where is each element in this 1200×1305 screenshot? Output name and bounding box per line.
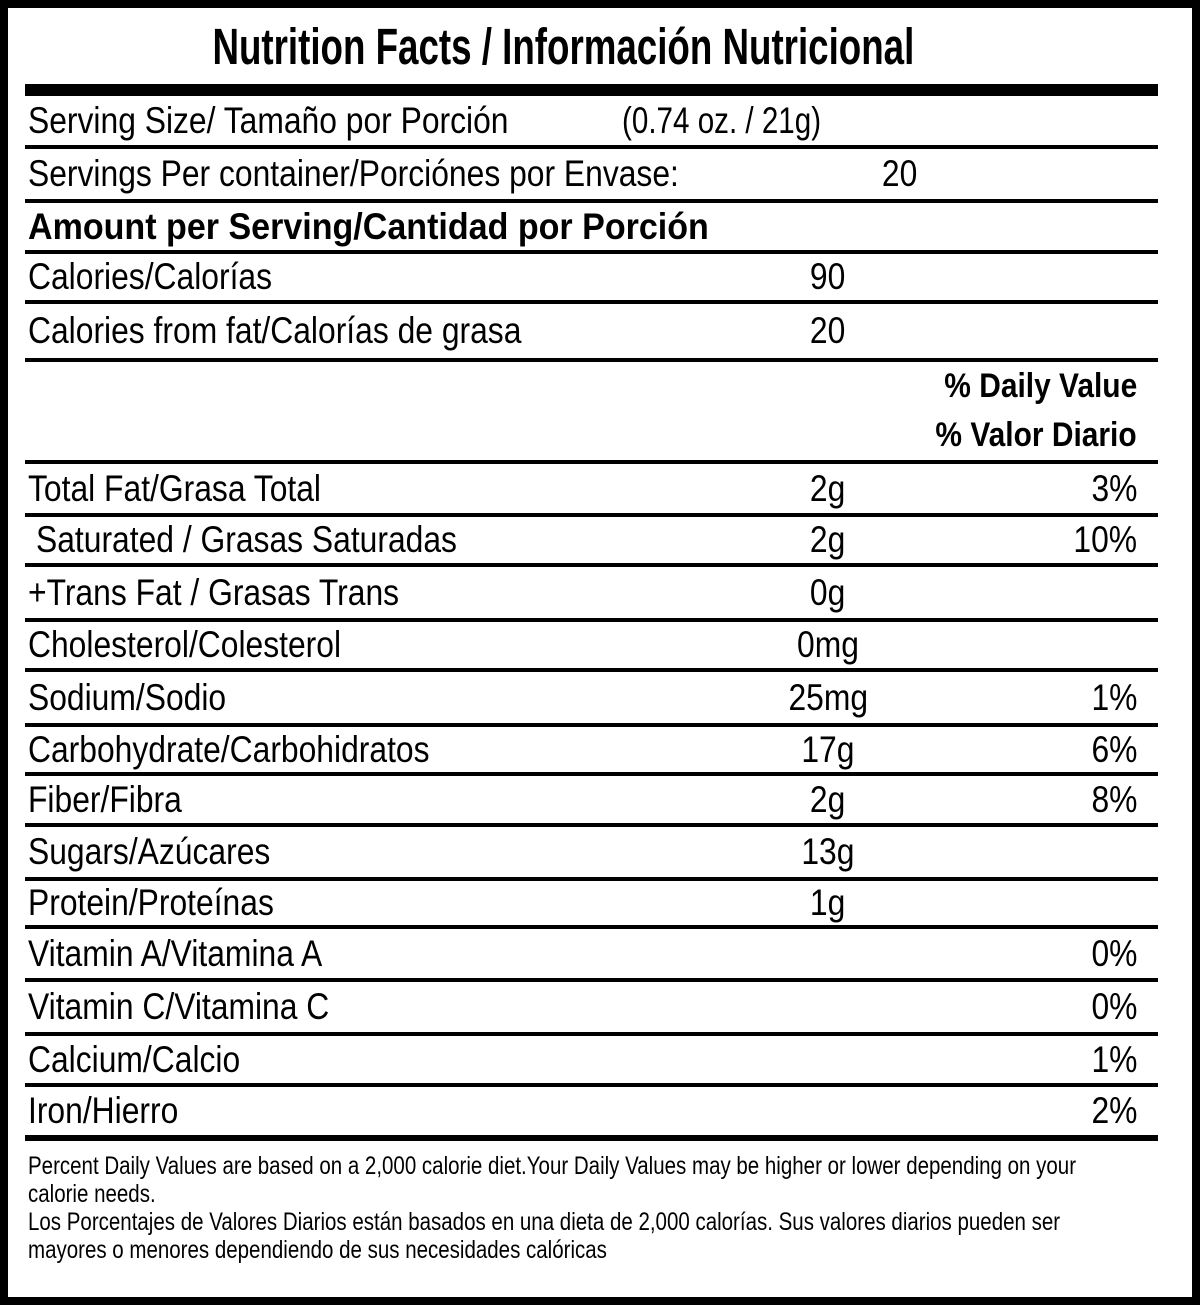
servings-per-container-label: Servings Per container/Porciónes por Envase: xyxy=(28,153,679,194)
nutrient-row-vitamin-a xyxy=(25,929,1158,982)
amount-per-serving-header-label: Amount per Serving/Cantidad por Porción xyxy=(28,205,709,247)
nutrient-row-vitamin-c xyxy=(25,982,1158,1036)
nutrient-label: +Trans Fat / Grasas Trans xyxy=(28,571,400,613)
nutrient-row-cholesterol xyxy=(25,622,1158,672)
nutrient-daily-value: 8% xyxy=(1091,778,1137,820)
nutrient-amount: 2g xyxy=(810,778,846,820)
nutrient-row-saturated-fat xyxy=(25,517,1158,567)
nutrient-daily-value xyxy=(978,831,1158,873)
nutrient-daily-value xyxy=(978,572,1158,614)
nutrient-amount: 1g xyxy=(810,882,846,923)
nutrient-row-sodium xyxy=(25,672,1158,727)
nutrient-amount xyxy=(678,986,978,1028)
nutrient-daily-value xyxy=(978,624,1158,666)
nutrient-daily-value: 0% xyxy=(1091,986,1137,1027)
nutrient-amount: 17g xyxy=(801,728,855,770)
nutrient-row-total-fat xyxy=(25,464,1158,517)
nutrition-table xyxy=(25,96,1158,1141)
nutrient-label: Protein/Proteínas xyxy=(28,882,274,923)
title-separator-bar xyxy=(25,84,1158,96)
nutrient-daily-value: 3% xyxy=(1091,467,1137,509)
daily-value-header-en: % Daily Value xyxy=(944,367,1137,405)
nutrient-row-protein xyxy=(25,881,1158,929)
nutrient-label: Total Fat/Grasa Total xyxy=(28,467,322,509)
nutrient-row-carbohydrate xyxy=(25,727,1158,776)
serving-size-value: (0.74 oz. / 21g) xyxy=(622,99,822,141)
nutrient-label: Fiber/Fibra xyxy=(28,778,182,820)
nutrient-daily-value: 2% xyxy=(1091,1090,1137,1131)
label-title-text: Nutrition Facts / Información Nutricional xyxy=(212,17,915,75)
servings-per-container-value: 20 xyxy=(882,153,918,194)
nutrient-row-calcium xyxy=(25,1036,1158,1087)
nutrient-daily-value: 10% xyxy=(1073,519,1137,560)
nutrient-amount: 0g xyxy=(810,571,846,613)
nutrient-daily-value xyxy=(978,882,1158,924)
nutrient-daily-value: 6% xyxy=(1091,728,1137,770)
nutrient-amount: 13g xyxy=(801,831,855,872)
calories-from-fat-dv-spacer xyxy=(978,310,1158,352)
nutrient-amount xyxy=(678,1039,978,1081)
row-amount-per-serving-header xyxy=(25,203,1158,254)
footnote-line: calorie needs. xyxy=(28,1180,156,1208)
nutrient-row-iron xyxy=(25,1087,1158,1141)
nutrient-label: Vitamin C/Vitamina C xyxy=(28,986,330,1027)
row-calories-from-fat xyxy=(25,304,1158,362)
daily-value-header-es: % Valor Diario xyxy=(935,416,1137,454)
footnote-line: Percent Daily Values are based on a 2,000 calorie diet.Your Daily Values may be higher or lower depending on your xyxy=(28,1152,1077,1180)
nutrient-rows xyxy=(25,464,1158,1141)
calories-value: 90 xyxy=(810,256,846,297)
nutrient-row-sugars xyxy=(25,827,1158,881)
calories-label: Calories/Calorías xyxy=(28,256,273,297)
label-title xyxy=(25,8,1158,84)
nutrient-daily-value: 0% xyxy=(1091,932,1137,974)
serving-size-label: Serving Size/ Tamaño por Porción xyxy=(28,99,509,141)
nutrient-label: Saturated / Grasas Saturadas xyxy=(36,519,457,560)
footnote-line: Los Porcentajes de Valores Diarios están basados en una dieta de 2,000 calorías. Sus valores diarios pueden ser xyxy=(28,1208,1061,1236)
servings-per-container-dv-spacer xyxy=(1015,153,1158,195)
nutrient-amount xyxy=(678,933,978,975)
nutrient-daily-value: 1% xyxy=(1091,676,1137,718)
calories-from-fat-value: 20 xyxy=(810,310,846,351)
nutrient-label: Calcium/Calcio xyxy=(28,1038,241,1080)
nutrient-label: Sugars/Azúcares xyxy=(28,831,271,872)
nutrient-daily-value: 1% xyxy=(1091,1038,1137,1080)
nutrient-amount: 0mg xyxy=(797,624,859,665)
footnote-line: mayores o menores dependiendo de sus necesidades calóricas xyxy=(28,1236,607,1264)
calories-from-fat-label: Calories from fat/Calorías de grasa xyxy=(28,310,522,351)
daily-value-header xyxy=(25,362,1158,464)
footnote xyxy=(25,1141,1192,1264)
nutrient-label: Vitamin A/Vitamina A xyxy=(28,932,323,974)
nutrient-amount: 2g xyxy=(810,519,846,560)
nutrient-amount: 25mg xyxy=(788,676,868,718)
nutrient-row-trans-fat xyxy=(25,567,1158,622)
nutrient-row-fiber xyxy=(25,776,1158,827)
nutrient-label: Cholesterol/Colesterol xyxy=(28,624,342,665)
calories-dv-spacer xyxy=(978,256,1158,298)
nutrient-label: Sodium/Sodio xyxy=(28,676,227,718)
nutrient-amount xyxy=(678,1090,978,1132)
row-calories xyxy=(25,254,1158,304)
nutrient-label: Carbohydrate/Carbohidratos xyxy=(28,728,430,770)
nutrient-amount: 2g xyxy=(810,467,846,509)
row-servings-per-container xyxy=(25,149,1158,203)
row-serving-size xyxy=(25,96,1158,149)
nutrient-label: Iron/Hierro xyxy=(28,1090,179,1131)
